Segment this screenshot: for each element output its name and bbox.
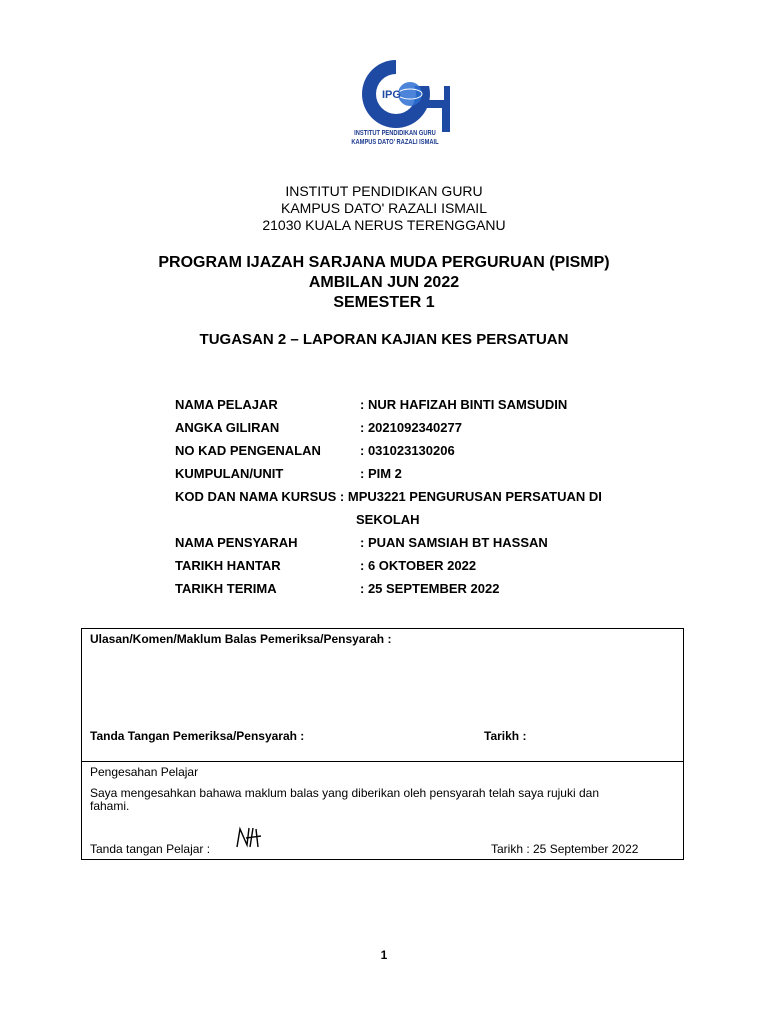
examiner-signature-label: Tanda Tangan Pemeriksa/Pensyarah : <box>90 729 305 743</box>
student-date: Tarikh : 25 September 2022 <box>491 842 639 856</box>
logo-caption-line1: INSTITUT PENDIDIKAN GURU <box>354 130 436 137</box>
info-value: : MPU3221 PENGURUSAN PERSATUAN DI <box>339 489 602 504</box>
institution-line1: INSTITUT PENDIDIKAN GURU <box>285 183 483 199</box>
info-label: NAMA PELAJAR <box>175 397 278 412</box>
program-line3: SEMESTER 1 <box>333 294 435 311</box>
confirmation-title: Pengesahan Pelajar <box>90 765 199 779</box>
info-value: : 6 OKTOBER 2022 <box>360 558 477 573</box>
info-row <box>175 420 602 443</box>
box-divider <box>82 761 683 762</box>
confirmation-text-line1: Saya mengesahkan bahawa maklum balas yang diberikan oleh pensyarah telah saya rujuki dan <box>90 786 599 800</box>
confirmation-text-line2: fahami. <box>90 799 130 813</box>
info-value: : 2021092340277 <box>360 420 462 435</box>
info-value: : 25 SEPTEMBER 2022 <box>360 581 500 596</box>
feedback-box <box>81 628 684 860</box>
program-header <box>0 253 768 313</box>
info-value: : PUAN SAMSIAH BT HASSAN <box>360 535 548 550</box>
info-row <box>175 443 602 466</box>
student-signature <box>234 825 262 851</box>
info-row <box>175 466 602 489</box>
info-row <box>175 535 602 558</box>
institution-line2: KAMPUS DATO' RAZALI ISMAIL <box>281 200 487 216</box>
info-label: TARIKH HANTAR <box>175 558 281 573</box>
program-line1: PROGRAM IJAZAH SARJANA MUDA PERGURUAN (PISMP) <box>158 254 610 271</box>
info-label: NO KAD PENGENALAN <box>175 443 321 458</box>
info-row <box>175 581 602 604</box>
info-value: : 031023130206 <box>360 443 455 458</box>
institution-header <box>0 183 768 234</box>
info-row <box>175 397 602 420</box>
info-label: NAMA PENSYARAH <box>175 535 298 550</box>
info-row <box>175 558 602 581</box>
assignment-title: TUGASAN 2 – LAPORAN KAJIAN KES PERSATUAN <box>199 331 569 348</box>
info-label: ANGKA GILIRAN <box>175 420 280 435</box>
info-label: TARIKH TERIMA <box>175 581 277 596</box>
page-number: 1 <box>380 948 388 962</box>
info-label: KUMPULAN/UNIT <box>175 466 284 481</box>
logo-caption-line2: KAMPUS DATO' RAZALI ISMAIL <box>351 139 439 146</box>
info-row <box>175 489 602 512</box>
info-value: : PIM 2 <box>360 466 402 481</box>
info-value: : NUR HAFIZAH BINTI SAMSUDIN <box>360 397 568 412</box>
info-label: KOD DAN NAMA KURSUS <box>175 489 337 504</box>
logo-initials: IPG <box>382 89 401 101</box>
student-signature-label: Tanda tangan Pelajar : <box>90 842 211 856</box>
institution-line3: 21030 KUALA NERUS TERENGGANU <box>262 217 506 233</box>
student-info <box>175 397 602 604</box>
logo-caption <box>317 129 473 147</box>
examiner-date-label: Tarikh : <box>484 729 527 743</box>
info-value-cont: SEKOLAH <box>356 512 420 527</box>
program-line2: AMBILAN JUN 2022 <box>308 274 460 291</box>
comment-label: Ulasan/Komen/Maklum Balas Pemeriksa/Pensyarah : <box>90 632 392 646</box>
ipg-logo <box>358 56 450 132</box>
info-row-continuation <box>175 512 602 535</box>
